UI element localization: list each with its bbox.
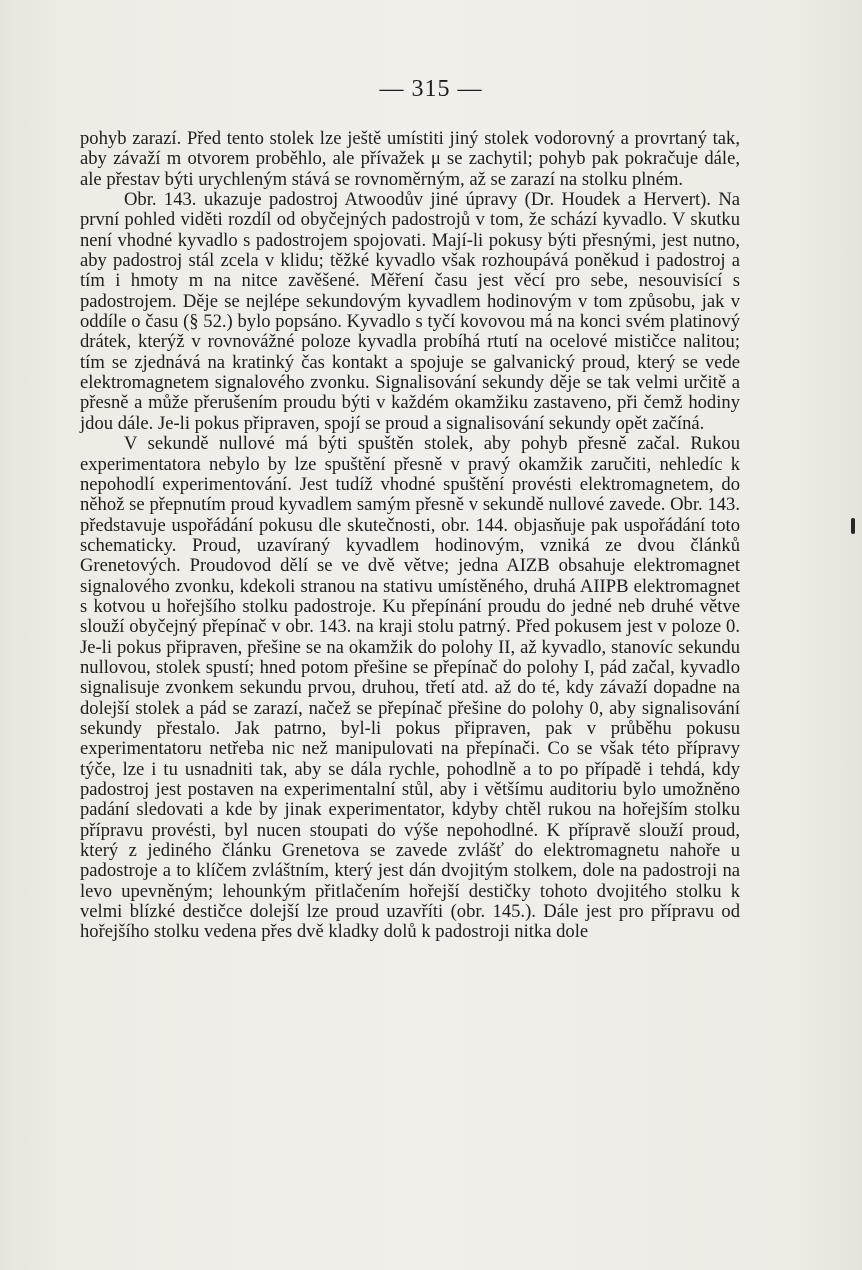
page-number: — 315 — [379,76,483,102]
paragraph-3: V sekundě nullové má býti spuštěn stolek, aby pohyb přesně začal. Rukou experimentatora nebylo by lze spuštění přesně v pravý okamžik zaručiti, nehledíc k nepohodlí experimentování. Jest tudíž vhodné spuštění provésti elektromagnetem, do něhož se přepnutím proud kyvadlem samým přesně v sekundě nullové zavede. Obr. 143. představuje uspořádání pokusu dle skutečnosti, obr. 144. objasňuje pak uspořádání toto schematicky. Proud, uzavíraný kyvadlem hodinovým, vzniká ze dvou článků Grenetových. Proudovod dělí se ve dvě větve; jedna AIZB obsahuje elektromagnet signalového zvonku, kdekoli stranou na stativu umístěného, druhá AIIPB elektromagnet s kotvou u hořejšího stolku padostroje. Ku přepínání proudu do jedné neb druhé větve slouží obyčejný přepínač v obr. 143. na kraji stolu patrný. Před pokusem jest v poloze 0. Je-li pokus připraven, přešine se na okamžik do polohy II, až kyvadlo, stanovíc sekundu nullovou, stolek spustí; hned potom přešine se přepínač do polohy I, pád začal, kyvadlo signalisuje zvonkem sekundu prvou, druhou, třetí atd. až do té, kdy závaží dopadne na dolejší stolek a pád se zarazí, načež se přepínač přešine do polohy 0, aby signalisování sekundy přestalo. Jak patrno, byl-li pokus připraven, pak v průběhu pokusu experimentatoru netřeba nic než manipulovati na přepínači. Co se však této přípravy týče, lze i tu usnadniti tak, aby se dála rychle, pohodlně a to po případě i tehdá, kdy padostroj jest postaven na experimentalní stůl, aby i většímu auditoriu bylo umožněno padání sledovati a kde by jinak experimentator, kdyby chtěl rukou na hořejším stolku přípravu provésti, byl nucen stoupati do výše nepohodlné. K přípravě slouží proud, který z jediného článku Grenetova se zavede zvlášť do elektromagnetu nahoře u padostroje a to klíčem zvláštním, který jest dán dvojitým stolkem, dole na padostroji na levo upevněným; lehounkým přitlačením hořejší destičky tohoto dvojitého stolku k velmi blízké destičce dolejší lze proud uzavříti (obr. 145.). Dále jest pro přípravu od hořejšího stolku vedena přes dvě kladky dolů k padostroji nitka dole [80,433,740,943]
paragraph-2: Obr. 143. ukazuje padostroj Atwoodův jiné úpravy (Dr. Houdek a Hervert). Na první pohled viděti rozdíl od obyčejných padostrojů v tom, že schází kyvadlo. V skutku není vhodné kyvadlo s padostrojem spojovati. Mají-li pokusy býti přesnými, jest nutno, aby padostroj stál zcela v klidu; těžké kyvadlo však rozhoupává poněkud i padostroj a tím i hmoty m na nitce zavěšené. Měření času jest věcí pro sebe, nesouvisící s padostrojem. Děje se nejlépe sekundovým kyvadlem hodinovým v tom způsobu, jak v oddíle o času (§ 52.) bylo popsáno. Kyvadlo s tyčí kovovou má na konci svém platinový drátek, kterýž v rovnovážné poloze kyvadla probíhá rtutí na ocelové mističce nalitou; tím se zjednává na kratinký čas kontakt a spojuje se galvanický proud, který se vede elektromagnetem signalového zvonku. Signalisování sekundy děje se tak velmi určitě a přesně a může přerušením proudu býti v každém okamžiku zastaveno, při čemž hodiny jdou dále. Je-li pokus připraven, spojí se proud a signalisování sekundy opět začíná. [80,189,740,434]
body-text [80,129,740,943]
page-edge-mark [851,518,855,534]
paragraph-1: pohyb zarazí. Před tento stolek lze ještě umístiti jiný stolek vodorovný a provrtaný tak, aby závaží m otvorem proběhlo, ale přívažek μ se zachytil; pohyb pak pokračuje dále, ale přestav býti urychleným stává se rovnoměrným, až se zarazí na stolku plném. [80,128,740,190]
